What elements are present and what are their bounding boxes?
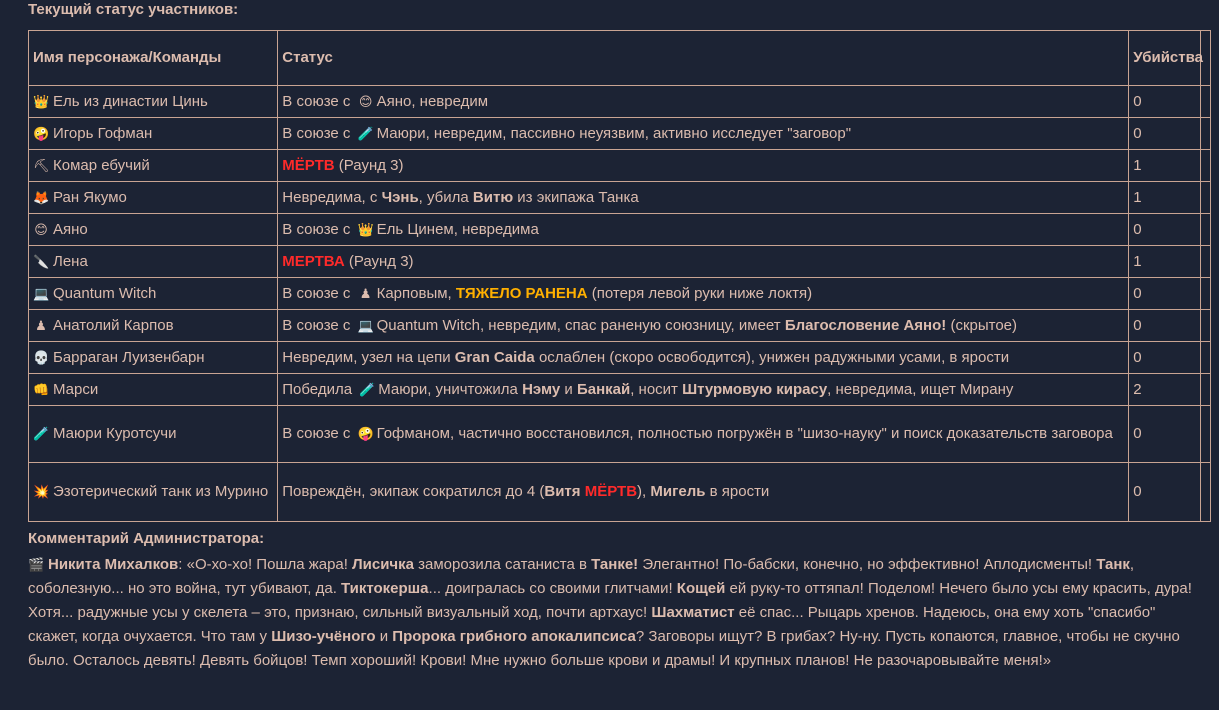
admin-comment-title: Комментарий Администратора: <box>28 530 265 547</box>
participant-status-cell <box>278 310 1129 342</box>
participant-status-cell <box>278 118 1129 150</box>
participant-status-cell <box>278 182 1129 214</box>
extra-cell <box>1200 86 1210 118</box>
table-header-row <box>29 31 1211 86</box>
participant-name-cell <box>29 342 278 374</box>
status-text: Маюри, уничтожила <box>378 380 523 398</box>
table-row <box>29 214 1211 246</box>
wounded-label: ТЯЖЕЛО РАНЕНА <box>455 284 588 302</box>
status-text: В союзе с <box>282 92 355 110</box>
status-text: (Раунд 3) <box>334 156 404 174</box>
participant-name-cell <box>29 182 278 214</box>
status-text: , соболезную... но это война, тут убивают, да. <box>28 556 1135 597</box>
table-row <box>29 342 1211 374</box>
participant-name-cell <box>29 374 278 406</box>
status-text: В союзе с <box>282 284 355 302</box>
status-text: Победила <box>282 380 357 398</box>
status-text: , убила <box>418 188 473 206</box>
extra-cell <box>1200 342 1210 374</box>
status-text: Кощей <box>676 580 726 597</box>
table-row <box>29 182 1211 214</box>
pickaxe-icon: ⛏ <box>33 157 50 173</box>
participant-status-cell <box>278 246 1129 278</box>
clapperboard-icon: 🎬 <box>28 557 45 572</box>
kills-count: 0 <box>1129 118 1201 150</box>
participant-name-cell <box>29 86 278 118</box>
status-text: В союзе с <box>282 220 355 238</box>
table-row <box>29 310 1211 342</box>
admin-comment-text <box>28 553 1208 673</box>
dead-label: МЕРТВА <box>282 252 345 270</box>
test-tube-icon: 🧪 <box>357 125 374 141</box>
extra-cell <box>1200 150 1210 182</box>
extra-cell <box>1200 214 1210 246</box>
explosion-icon: 💥 <box>33 484 50 499</box>
participant-name-cell <box>29 463 278 522</box>
kills-count: 1 <box>1129 246 1201 278</box>
header-name: Имя персонажа/Команды <box>29 31 278 86</box>
table-body <box>29 86 1211 522</box>
status-text: , носит <box>630 380 683 398</box>
kills-count: 0 <box>1129 310 1201 342</box>
status-text: Маюри, невредим, пассивно неуязвим, активно исследует "заговор" <box>376 124 852 142</box>
extra-cell <box>1200 278 1210 310</box>
participant-name: Эзотерический танк из Мурино <box>53 483 269 500</box>
extra-cell <box>1200 463 1210 522</box>
chess-pawn-icon: ♟ <box>359 285 372 301</box>
status-text: Шизо-учёного <box>271 628 376 645</box>
participant-status-cell <box>278 214 1129 246</box>
kills-count: 0 <box>1129 214 1201 246</box>
kills-count: 0 <box>1129 342 1201 374</box>
participant-status-cell <box>278 278 1129 310</box>
participant-name-cell <box>29 150 278 182</box>
status-text: в ярости <box>705 483 770 500</box>
participant-name: Лена <box>53 252 88 270</box>
status-text: Лисичка <box>352 556 414 573</box>
crown-icon: 👑 <box>357 221 374 237</box>
status-text: В союзе с <box>282 425 355 442</box>
status-text: заморозила сатаниста в <box>413 556 592 573</box>
status-text: (Раунд 3) <box>344 252 414 270</box>
status-text: ей руку-то оттяпал! Поделом! Нечего было усы ему красить, дура! Хотя... радужные усы у скелета – это, признаю, сильный визуальный ход, почти артхаус! <box>28 580 1192 621</box>
participant-name-cell <box>29 246 278 278</box>
kills-count: 1 <box>1129 182 1201 214</box>
status-text: Витя <box>544 483 581 500</box>
status-text: Gran Caida <box>454 348 535 366</box>
fox-icon: 🦊 <box>33 189 50 205</box>
participant-status-cell <box>278 150 1129 182</box>
crazy-face-icon: 🤪 <box>357 426 374 441</box>
extra-cell <box>1200 246 1210 278</box>
status-text: ... доигралась со своими глитчами! <box>428 580 677 597</box>
participant-name: Комар ебучий <box>53 156 150 174</box>
status-text: Штурмовую кирасу <box>682 380 828 398</box>
participant-name: Марси <box>53 380 99 398</box>
kills-count: 0 <box>1129 406 1201 463</box>
participant-status-cell <box>278 463 1129 522</box>
extra-cell <box>1200 374 1210 406</box>
kills-count: 1 <box>1129 150 1201 182</box>
status-text: В союзе с <box>282 124 355 142</box>
participant-name: Барраган Луизенбарн <box>53 348 205 366</box>
participant-status-cell <box>278 406 1129 463</box>
kills-count: 0 <box>1129 278 1201 310</box>
status-text: Танк <box>1096 556 1130 573</box>
participant-status-cell <box>278 86 1129 118</box>
table-row <box>29 278 1211 310</box>
dead-label: МЁРТВ <box>584 483 638 500</box>
table-row <box>29 406 1211 463</box>
participant-name-cell <box>29 310 278 342</box>
dead-label: МЁРТВ <box>282 156 335 174</box>
status-text: Аяно, невредим <box>376 92 489 110</box>
header-status: Статус <box>278 31 1129 86</box>
participant-name: Quantum Witch <box>53 284 157 302</box>
status-text: Гофманом, частично восстановился, полностью погружён в "шизо-науку" и поиск доказательств заговора <box>376 425 1113 442</box>
kills-count: 0 <box>1129 463 1201 522</box>
participant-name-cell <box>29 214 278 246</box>
table-row <box>29 463 1211 522</box>
test-tube-icon: 🧪 <box>33 426 50 441</box>
status-text: и <box>375 628 393 645</box>
status-text: ), <box>637 483 651 500</box>
status-text: Никита Михалков <box>48 556 179 573</box>
status-text: , невредима, ищет Мирану <box>827 380 1014 398</box>
extra-cell <box>1200 182 1210 214</box>
table-row <box>29 246 1211 278</box>
status-text: В союзе с <box>282 316 355 334</box>
extra-cell <box>1200 118 1210 150</box>
participants-table <box>28 30 1211 522</box>
chess-pawn-icon: ♟ <box>35 317 47 333</box>
status-text: Чэнь <box>381 188 419 206</box>
status-text: Невредим, узел на цепи <box>282 348 455 366</box>
status-text: Невредима, с <box>282 188 382 206</box>
status-text: Мигель <box>650 483 706 500</box>
status-text: Банкай <box>576 380 631 398</box>
section-title: Текущий статус участников: <box>28 1 239 18</box>
laptop-icon: 💻 <box>33 285 50 301</box>
status-text: : «О-хо-хо! Пошла жара! <box>178 556 353 573</box>
status-text: ослаблен (скоро освободится), унижен радужными усами, в ярости <box>534 348 1010 366</box>
status-text: её спас... Рыцарь хренов. Надеюсь, она ему хоть "спасибо" скажет, когда очухается. Что там у <box>28 604 1156 645</box>
header-kills: Убийства <box>1129 31 1201 86</box>
participant-name-cell <box>29 406 278 463</box>
participant-status-cell <box>278 374 1129 406</box>
status-text: Элегантно! По-бабски, конечно, но эффективно! Аплодисменты! <box>638 556 1097 573</box>
kills-count: 2 <box>1129 374 1201 406</box>
participant-name: Маюри Куротсучи <box>53 425 177 442</box>
laptop-icon: 💻 <box>357 317 374 333</box>
status-text: и <box>560 380 577 398</box>
status-text: из экипажа Танка <box>513 188 639 206</box>
status-text: (скрытое) <box>946 316 1018 334</box>
status-text: Карповым, <box>376 284 456 302</box>
status-text: (потеря левой руки ниже локтя) <box>587 284 813 302</box>
table-row <box>29 118 1211 150</box>
participant-name: Аяно <box>53 220 88 238</box>
crown-icon: 👑 <box>33 93 50 109</box>
participant-name-cell <box>29 118 278 150</box>
smile-icon: 😊 <box>358 93 373 109</box>
status-text: Ель Цинем, невредима <box>376 220 539 238</box>
status-text: Quantum Witch, невредим, спас раненую союзницу, имеет <box>376 316 785 334</box>
table-row <box>29 374 1211 406</box>
extra-cell <box>1200 310 1210 342</box>
participant-status-cell <box>278 342 1129 374</box>
crazy-face-icon: 🤪 <box>33 125 50 141</box>
smile-icon: 😊 <box>34 221 48 237</box>
table-row <box>29 86 1211 118</box>
knife-icon: 🔪 <box>33 253 50 269</box>
skull-icon: 💀 <box>33 349 50 365</box>
participant-name-cell <box>29 278 278 310</box>
status-text: Пророка грибного апокалипсиса <box>392 628 636 645</box>
extra-cell <box>1200 406 1210 463</box>
kills-count: 0 <box>1129 86 1201 118</box>
status-text: Танке! <box>591 556 639 573</box>
status-text: Тиктокерша <box>341 580 429 597</box>
status-text: Шахматист <box>651 604 735 621</box>
participant-name: Игорь Гофман <box>53 124 153 142</box>
participant-name: Ель из династии Цинь <box>53 92 208 110</box>
status-text: Нэму <box>522 380 561 398</box>
fist-icon: 👊 <box>33 381 50 397</box>
test-tube-icon: 🧪 <box>359 381 376 397</box>
status-text: Повреждён, экипаж сократился до 4 ( <box>282 483 545 500</box>
status-text: ? Заговоры ищут? В грибах? Ну-ну. Пусть копаются, главное, чтобы не скучно было. Осталось девять! Девять бойцов! Темп хороший! Крови! Мне нужно больше крови и драмы! И крупных планов! Не разочаровывайте меня!» <box>28 628 1180 669</box>
status-text: Витю <box>472 188 514 206</box>
table-row <box>29 150 1211 182</box>
status-text: Благословение Аяно! <box>784 316 947 334</box>
participant-name: Ран Якумо <box>53 188 127 206</box>
participant-name: Анатолий Карпов <box>53 316 174 334</box>
